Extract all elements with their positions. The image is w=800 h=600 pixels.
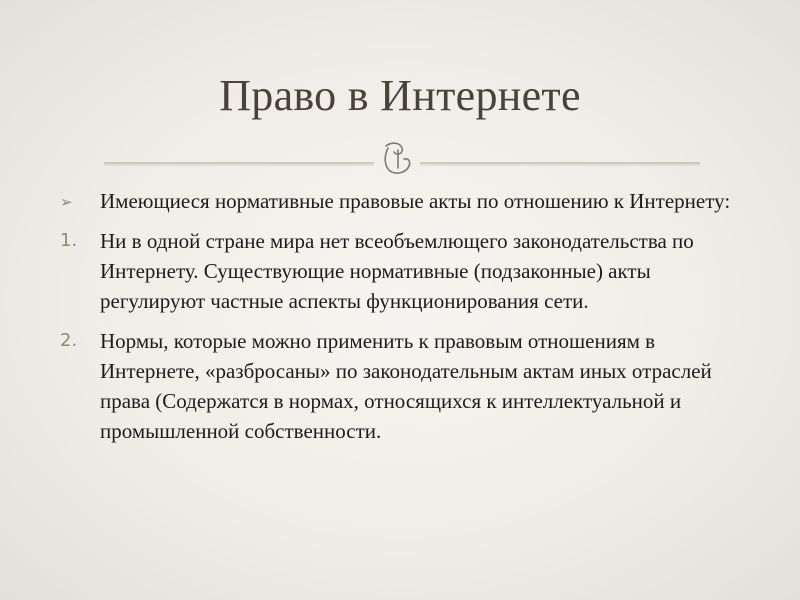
list-item-text: Имеющиеся нормативные правовые акты по отношению к Интернету: (100, 189, 731, 213)
list-item-text: Ни в одной стране мира нет всеобъемлющего законодательства по Интернету. Существующие нормативные (подзаконные) акты регулируют частные аспекты функционирования сети. (100, 229, 694, 313)
list-item-number: 1. (60, 230, 78, 251)
decorative-flourish-icon (104, 140, 700, 176)
bullet-list (60, 186, 760, 456)
arrow-bullet-icon: ➢ (60, 193, 73, 211)
list-item (60, 226, 760, 316)
list-item (60, 186, 760, 216)
title-divider (104, 140, 700, 176)
list-item-text: Нормы, которые можно применить к правовым отношениям в Интернете, «разбросаны» по законодательным актам иных отраслей права (Содержатся в нормах, относящихся к интеллектуальной и промышленной собственности. (100, 329, 712, 443)
slide-title: Право в Интернете (219, 71, 581, 120)
list-item-number: 2. (60, 330, 78, 351)
list-item (60, 326, 760, 446)
